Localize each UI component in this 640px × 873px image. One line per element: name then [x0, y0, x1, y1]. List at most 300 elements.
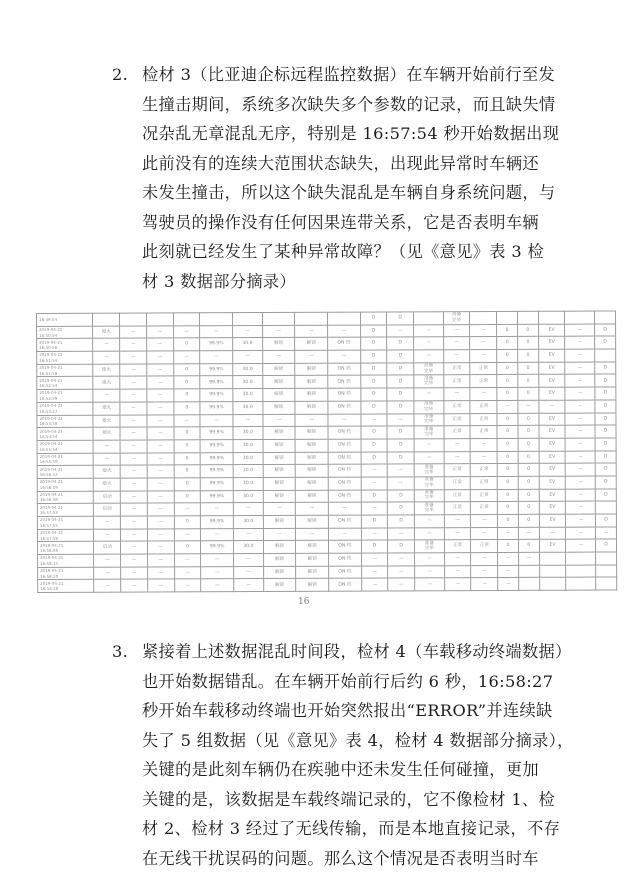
- paragraph-line: 秒开始车载移动终端也开始突然报出“ERROR”并连续缺: [112, 696, 542, 726]
- table-cell: 0: [497, 349, 518, 362]
- table-cell: —: [121, 554, 148, 567]
- paragraph-line: 材 3 数据部分摘录）: [112, 267, 542, 297]
- table-cell: —: [147, 389, 174, 402]
- table-cell: 0: [173, 364, 200, 377]
- table-cell: 正常: [470, 400, 497, 413]
- table-cell: 99.9%: [201, 490, 234, 503]
- table-cell: EV: [538, 324, 565, 337]
- table-cell: —: [470, 324, 497, 337]
- timestamp-cell: 2019-04-21 16:53:27: [37, 402, 93, 415]
- table-cell: [566, 577, 596, 590]
- monitoring-data-table: [36, 310, 617, 593]
- table-cell: [146, 313, 173, 326]
- table-cell: [595, 501, 616, 514]
- table-cell: —: [518, 400, 539, 413]
- table-cell: 正常: [444, 540, 471, 553]
- table-cell: 30.0: [233, 439, 263, 452]
- timestamp-cell: 2019-04-21 16:58:28: [38, 580, 94, 593]
- table-cell: 99.9%: [200, 401, 233, 414]
- table-cell: 正常: [470, 375, 497, 388]
- table-cell: —: [565, 400, 595, 413]
- table-cell: —: [539, 527, 566, 540]
- table-cell: 99.9%: [201, 541, 234, 554]
- timestamp-cell: 2019-04-21 16:57:55: [37, 516, 93, 529]
- table-cell: D: [361, 540, 388, 553]
- table-cell: 99.9%: [200, 427, 233, 440]
- table-cell: 30.0: [233, 465, 263, 478]
- page-number: 16: [298, 597, 309, 607]
- table-cell: 正常: [471, 464, 498, 477]
- table-cell: 正常: [444, 375, 471, 388]
- table-cell: D: [360, 375, 387, 388]
- table-cell: 0: [174, 516, 201, 529]
- table-cell: —: [120, 427, 147, 440]
- table-cell: D: [360, 401, 387, 414]
- table-cell: —: [262, 325, 295, 338]
- table-cell: —: [388, 578, 415, 591]
- table-cell: 30.0: [233, 363, 263, 376]
- table-cell: —: [498, 578, 519, 591]
- table-cell: [539, 565, 566, 578]
- table-cell: ON 档: [328, 401, 361, 414]
- table-cell: EV: [539, 502, 566, 515]
- table-cell: D: [387, 439, 414, 452]
- paragraph-number: 3.: [112, 637, 128, 667]
- table-cell: 正常: [470, 413, 497, 426]
- paragraph-line: 关键的是，该数据是车载终端记录的，它不像检材 1、检: [112, 785, 542, 815]
- table-cell: D: [595, 489, 616, 502]
- table-cell: 0: [174, 490, 201, 503]
- table-cell: [538, 311, 565, 324]
- table-cell: D: [595, 374, 616, 387]
- table-cell: 解锁: [263, 477, 296, 490]
- table-cell: 0: [497, 426, 518, 439]
- table-cell: 0: [174, 440, 201, 453]
- table-cell: 99.9%: [200, 363, 233, 376]
- table-cell: —: [147, 541, 174, 554]
- paragraph-line: 此前没有的连续大范围状态缺失，出现此异常时车辆还: [112, 149, 542, 179]
- table-cell: —: [566, 539, 596, 552]
- table-cell: —: [262, 350, 295, 363]
- table-cell: [519, 565, 540, 578]
- timestamp-cell: 2019-04-21 16:56:59: [37, 478, 93, 491]
- table-cell: —: [444, 515, 471, 528]
- table-cell: 0: [174, 541, 201, 554]
- table-cell: 正常: [444, 477, 471, 490]
- table-cell: 正常: [444, 464, 471, 477]
- table-cell: —: [94, 567, 121, 580]
- table-cell: —: [443, 337, 470, 350]
- table-cell: 0: [497, 464, 518, 477]
- table-cell: —: [173, 325, 200, 338]
- paragraph-line: 况杂乱无章混乱无序，特别是 16:57:54 秒开始数据出现: [112, 119, 542, 149]
- table-cell: —: [201, 554, 234, 567]
- table-cell: ON 档: [328, 540, 361, 553]
- table-cell: 准备 完毕: [414, 362, 444, 375]
- table-cell: —: [565, 362, 595, 375]
- table-cell: —: [470, 337, 497, 350]
- table-cell: D: [388, 502, 415, 515]
- table-cell: ON 档: [329, 579, 362, 592]
- table-cell: 解锁: [263, 541, 296, 554]
- table-cell: —: [147, 414, 174, 427]
- table-cell: D: [387, 363, 414, 376]
- table-cell: 解锁: [296, 490, 329, 503]
- table-cell: —: [471, 578, 498, 591]
- table-cell: —: [120, 402, 147, 415]
- table-row: [38, 577, 617, 592]
- table-cell: —: [120, 376, 147, 389]
- table-cell: —: [201, 566, 234, 579]
- table-cell: —: [471, 565, 498, 578]
- table-cell: —: [566, 527, 596, 540]
- table-cell: —: [201, 579, 234, 592]
- table-cell: —: [596, 527, 617, 540]
- table-cell: —: [388, 477, 415, 490]
- table-cell: —: [200, 414, 233, 427]
- table-cell: —: [94, 529, 121, 542]
- table-cell: —: [173, 351, 200, 364]
- table-cell: EV: [539, 540, 566, 553]
- table-cell: —: [444, 553, 471, 566]
- table-cell: 解锁: [262, 363, 295, 376]
- table-cell: [517, 311, 538, 324]
- table-cell: ON 档: [329, 566, 362, 579]
- table-cell: 99.9%: [200, 389, 233, 402]
- table-cell: —: [200, 325, 233, 338]
- table-cell: D: [595, 412, 616, 425]
- table-cell: [200, 313, 233, 326]
- table-cell: 熄火: [94, 478, 121, 491]
- table-cell: —: [498, 565, 519, 578]
- table-cell: 解锁: [263, 401, 296, 414]
- table-cell: —: [120, 503, 147, 516]
- table-cell: —: [415, 565, 445, 578]
- timestamp-cell: 2019-04-21 16:50:56: [37, 339, 93, 352]
- table-cell: 解锁: [262, 388, 295, 401]
- table-cell: —: [147, 351, 174, 364]
- table-cell: —: [444, 527, 471, 540]
- table-cell: [596, 565, 617, 578]
- table-cell: 0: [497, 388, 518, 401]
- timestamp-cell: 2019-04-21 16:52:54: [37, 377, 93, 390]
- table-cell: 0: [174, 427, 201, 440]
- table-cell: 0: [173, 376, 200, 389]
- table-cell: —: [361, 413, 388, 426]
- table-cell: —: [295, 414, 328, 427]
- table-cell: 准备 完毕: [414, 489, 444, 502]
- table-cell: 0: [518, 425, 539, 438]
- table-cell: 0: [497, 489, 518, 502]
- table-cell: —: [147, 503, 174, 516]
- table-cell: —: [444, 578, 471, 591]
- paragraph-line: 也开始数据错乱。在车辆开始前行后约 6 秒，16:58:27: [112, 667, 542, 697]
- table-cell: 解锁: [263, 439, 296, 452]
- timestamp-cell: 2019-04-21 16:56:53: [37, 466, 93, 479]
- table-cell: D: [387, 337, 414, 350]
- table-cell: —: [566, 463, 596, 476]
- table-cell: 解锁: [263, 452, 296, 465]
- table-cell: EV: [538, 349, 565, 362]
- table-cell: D: [388, 489, 415, 502]
- table-cell: —: [147, 402, 174, 415]
- table-cell: 准备 完毕: [414, 426, 444, 439]
- table-cell: 99.9%: [201, 478, 234, 491]
- paragraph-number: 2.: [112, 60, 128, 90]
- table-cell: D: [595, 476, 616, 489]
- table-cell: 30.0: [233, 490, 263, 503]
- table-cell: —: [444, 388, 471, 401]
- table-cell: 正常: [444, 413, 471, 426]
- table-cell: —: [120, 440, 147, 453]
- table-cell: EV: [539, 387, 566, 400]
- table-cell: —: [295, 325, 328, 338]
- table-cell: [327, 312, 360, 325]
- table-cell: 99.9%: [201, 516, 234, 529]
- table-cell: —: [174, 579, 201, 592]
- table-cell: D: [595, 336, 616, 349]
- table-cell: —: [498, 527, 519, 540]
- table-cell: —: [120, 453, 147, 466]
- table-cell: 0: [518, 375, 539, 388]
- table-cell: D: [595, 324, 616, 337]
- table-cell: —: [147, 491, 174, 504]
- table-cell: 正常: [471, 489, 498, 502]
- table-cell: 0: [174, 452, 201, 465]
- table-cell: EV: [539, 514, 566, 527]
- table-cell: 0: [518, 438, 539, 451]
- table-cell: 0: [497, 451, 518, 464]
- table-cell: D: [361, 439, 388, 452]
- table-cell: —: [120, 326, 147, 339]
- timestamp-cell: 2019-04-21 16:57:58: [37, 529, 93, 542]
- table-cell: D: [361, 490, 388, 503]
- table-cell: [232, 313, 262, 326]
- table-cell: —: [233, 351, 263, 364]
- table-cell: 解锁: [295, 376, 328, 389]
- table-cell: 99.9%: [200, 338, 233, 351]
- timestamp-cell: 2019-04-21 16:55:59: [37, 453, 93, 466]
- table-cell: ON 档: [328, 490, 361, 503]
- table-cell: —: [263, 528, 296, 541]
- table-cell: —: [201, 503, 234, 516]
- table-cell: 解锁: [262, 376, 295, 389]
- table-cell: D: [360, 363, 387, 376]
- table-cell: 0: [517, 324, 538, 337]
- table-cell: 准备 完毕: [414, 477, 444, 490]
- table-cell: [519, 578, 540, 591]
- table-cell: —: [233, 414, 263, 427]
- table-cell: 0: [497, 413, 518, 426]
- table-cell: —: [328, 502, 361, 515]
- table-cell: 0: [174, 478, 201, 491]
- table-cell: ON 档: [328, 388, 361, 401]
- table-cell: —: [565, 413, 595, 426]
- table-cell: —: [263, 414, 296, 427]
- table-cell: D: [387, 388, 414, 401]
- table-cell: —: [296, 528, 329, 541]
- table-cell: 解锁: [263, 465, 296, 478]
- table-cell: 准备 完毕: [414, 502, 444, 515]
- table-cell: 正常: [443, 362, 470, 375]
- table-cell: 正常: [444, 502, 471, 515]
- table-cell: —: [147, 440, 174, 453]
- table-cell: 0: [173, 402, 200, 415]
- table-cell: 30.0: [233, 389, 263, 402]
- table-cell: —: [147, 376, 174, 389]
- table-cell: [470, 311, 497, 324]
- table-cell: [173, 313, 200, 326]
- table-cell: 熄火: [93, 402, 120, 415]
- table-cell: —: [565, 374, 595, 387]
- table-cell: 启动: [94, 503, 121, 516]
- table-cell: —: [471, 553, 498, 566]
- table-cell: —: [93, 351, 120, 364]
- timestamp-cell: 2019-04-21 16:56:58: [37, 491, 93, 504]
- table-cell: 0: [518, 540, 539, 553]
- table-cell: 解锁: [296, 541, 329, 554]
- timestamp-cell: 2019-04-21 16:51:58: [37, 364, 93, 377]
- table-cell: 准备 完毕: [443, 312, 470, 325]
- table-cell: —: [233, 325, 263, 338]
- table-cell: 准备 完毕: [414, 464, 444, 477]
- table-cell: —: [120, 364, 147, 377]
- table-cell: ON 档: [328, 452, 361, 465]
- timestamp-cell: 2019-04-21 16:52:59: [37, 389, 93, 402]
- table-cell: —: [174, 567, 201, 580]
- table-cell: D: [361, 452, 388, 465]
- table-cell: 熄火: [93, 364, 120, 377]
- table-cell: —: [470, 350, 497, 363]
- table-cell: [566, 552, 596, 565]
- table-cell: —: [566, 476, 596, 489]
- table-cell: 准备 完毕: [415, 540, 445, 553]
- table-cell: —: [443, 324, 470, 337]
- table-cell: —: [414, 337, 444, 350]
- table-cell: 解锁: [296, 515, 329, 528]
- paragraph-2: [112, 60, 542, 296]
- table-cell: 解锁: [295, 338, 328, 351]
- table-cell: ON 档: [328, 464, 361, 477]
- table-cell: [262, 312, 295, 325]
- table-cell: —: [361, 578, 388, 591]
- table-cell: ON 档: [328, 477, 361, 490]
- table-cell: —: [566, 451, 596, 464]
- table-cell: [120, 313, 147, 326]
- table-cell: 解锁: [263, 579, 296, 592]
- table-cell: —: [94, 453, 121, 466]
- table-cell: D: [387, 312, 414, 325]
- table-cell: D: [387, 375, 414, 388]
- table-cell: —: [121, 579, 148, 592]
- table-cell: 解锁: [263, 553, 296, 566]
- table-cell: —: [361, 528, 388, 541]
- table-cell: —: [444, 565, 471, 578]
- table-cell: D: [360, 388, 387, 401]
- table-cell: 0: [174, 465, 201, 478]
- table-cell: 0: [518, 337, 539, 350]
- table-cell: D: [595, 438, 616, 451]
- table-cell: —: [174, 414, 201, 427]
- table-cell: 解锁: [263, 490, 296, 503]
- table-cell: —: [147, 478, 174, 491]
- table-cell: 正常: [444, 489, 471, 502]
- table-cell: 0: [497, 362, 518, 375]
- paragraph-line: 关键的是此刻车辆仍在疾驰中还未发生任何碰撞，更加: [112, 755, 542, 785]
- table-cell: 0: [498, 514, 519, 527]
- table-cell: 0: [518, 387, 539, 400]
- table-cell: D: [360, 312, 387, 325]
- table-cell: 正常: [470, 362, 497, 375]
- table-cell: 准备 完毕: [414, 413, 444, 426]
- table-cell: —: [94, 580, 121, 593]
- table-cell: 正常: [471, 476, 498, 489]
- table-cell: 解锁: [295, 426, 328, 439]
- table-cell: —: [120, 389, 147, 402]
- table-cell: 30.0: [233, 401, 263, 414]
- table-cell: 0: [497, 438, 518, 451]
- table-cell: —: [443, 350, 470, 363]
- table-cell: 0: [497, 476, 518, 489]
- table-cell: EV: [539, 425, 566, 438]
- table-cell: —: [414, 515, 444, 528]
- table-cell: —: [120, 478, 147, 491]
- table-cell: 0: [518, 514, 539, 527]
- timestamp-cell: 2019-04-21 16:55:54: [37, 440, 93, 453]
- table-cell: [566, 565, 596, 578]
- table-cell: —: [93, 440, 120, 453]
- timestamp-cell: 2019-04-21 16:50:54: [37, 326, 93, 339]
- table-cell: ON 档: [328, 515, 361, 528]
- table-cell: 30.0: [233, 338, 263, 351]
- table-cell: [497, 311, 518, 324]
- table-cell: 0: [518, 413, 539, 426]
- table-cell: D: [388, 540, 415, 553]
- table-cell: [539, 552, 566, 565]
- table-cell: 0: [497, 337, 518, 350]
- table-cell: —: [147, 364, 174, 377]
- table-cell: —: [147, 554, 174, 567]
- table-cell: D: [595, 362, 616, 375]
- table-cell: —: [233, 503, 263, 516]
- table-cell: —: [565, 425, 595, 438]
- table-cell: —: [414, 527, 444, 540]
- table-cell: ON 档: [329, 553, 362, 566]
- table-cell: [596, 552, 617, 565]
- table-cell: —: [498, 552, 519, 565]
- timestamp-cell: 16:49:54: [37, 313, 93, 326]
- table-cell: 30.0: [233, 541, 263, 554]
- table-cell: ON 档: [328, 376, 361, 389]
- table-cell: 解锁: [296, 566, 329, 579]
- table-cell: —: [539, 400, 566, 413]
- table-cell: 30.0: [233, 516, 263, 529]
- table-cell: —: [174, 528, 201, 541]
- table-cell: 熄火: [94, 465, 121, 478]
- table-cell: ON 档: [328, 337, 361, 350]
- table-cell: —: [361, 553, 388, 566]
- table-cell: D: [360, 325, 387, 338]
- table-cell: 正常: [471, 540, 498, 553]
- table-cell: 0: [518, 489, 539, 502]
- table-cell: —: [414, 451, 444, 464]
- table-cell: [565, 311, 595, 324]
- table-cell: 解锁: [296, 553, 329, 566]
- table-cell: D: [388, 515, 415, 528]
- table-cell: D: [387, 350, 414, 363]
- table-cell: 0: [173, 338, 200, 351]
- timestamp-cell: 2019-04-21 16:51:54: [37, 351, 93, 364]
